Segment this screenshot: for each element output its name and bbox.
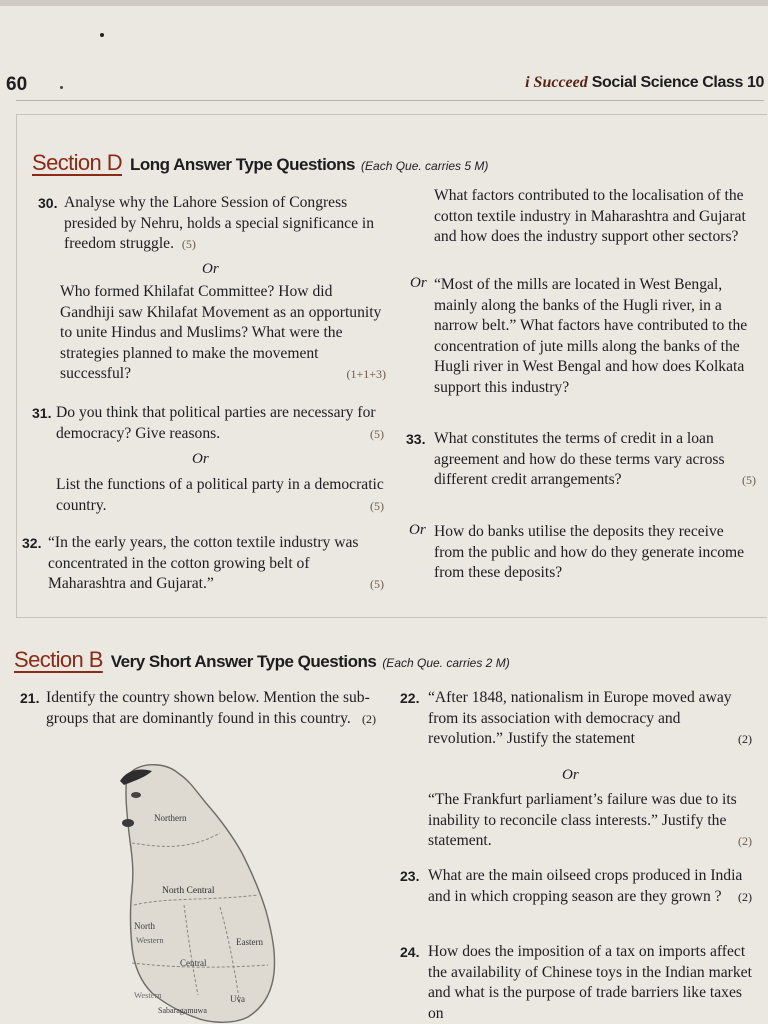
island-mark <box>122 819 134 827</box>
question-marks: (2) <box>738 834 752 848</box>
question-33 <box>406 429 758 491</box>
question-text: Who formed Khilafat Committee? How did Gandhiji saw Khilafat Movement as an opportunity to unite Hindus and Muslims? What were the strategies planned to make the movement successful? <box>60 283 382 382</box>
question-text: What factors contributed to the localisation of the cotton textile industry in Maharashtra and Gujarat and how does the industry support other sectors? <box>434 187 746 245</box>
question-text: “Most of the mills are located in West Bengal, mainly along the banks of the Hugli river, in a narrow belt.” What factors have contributed to the concentration of jute mills along the banks of the Hugli river in West Bengal and how does Kolkata support this industry? <box>434 276 748 396</box>
question-number: 30. <box>38 195 58 211</box>
region-label-north-central: North Central <box>162 886 215 896</box>
page-number: 60 <box>6 74 28 95</box>
question-22 <box>400 688 752 750</box>
question-text: List the functions of a political party in a democratic country. <box>56 476 384 514</box>
question-marks: (5) <box>370 498 384 513</box>
region-label-northern: Northern <box>154 813 187 823</box>
question-marks: (5) <box>742 473 756 487</box>
question-number: 33. <box>406 431 426 447</box>
section-title: Long Answer Type Questions <box>129 155 356 174</box>
or-label: Or <box>409 522 426 538</box>
question-text: Identify the country shown below. Mention the sub-groups that are dominantly found in this country. <box>46 689 370 727</box>
or-label: Or <box>192 451 209 467</box>
header-rule <box>16 100 764 101</box>
region-label-uva: Uva <box>230 994 245 1004</box>
question-number: 22. <box>400 690 420 706</box>
section-note: (Each Que. carries 2 M) <box>382 656 510 670</box>
question-text: Do you think that political parties are necessary for democracy? Give reasons. <box>56 404 376 442</box>
region-label-north-western: Western <box>136 935 164 945</box>
island-mark <box>131 792 141 798</box>
question-31-alternative <box>56 475 384 516</box>
or-label: Or <box>202 261 219 277</box>
brand-title: Social Science Class 10 <box>591 74 764 91</box>
question-32-alternative <box>434 275 754 398</box>
region-label-sabaragamuwa: Sabaragamuwa <box>158 1006 207 1015</box>
question-22-alternative <box>428 790 752 852</box>
region-label-western: Western <box>134 990 162 1000</box>
question-30-alternative <box>60 282 386 385</box>
question-23 <box>400 866 752 907</box>
brand-prefix: i Succeed <box>525 74 588 91</box>
question-marks: (5) <box>370 577 384 591</box>
sri-lanka-map <box>108 755 308 1023</box>
question-text: Analyse why the Lahore Session of Congress presided by Nehru, holds a special significance in freedom struggle. <box>64 194 375 252</box>
section-b-heading <box>14 647 510 673</box>
ink-dot <box>100 33 104 37</box>
section-label: Section B <box>14 647 103 672</box>
question-text: What are the main oilseed crops produced in India and in which cropping season are they grown ? <box>428 867 743 905</box>
question-number: 21. <box>20 690 40 706</box>
question-marks: (2) <box>738 732 752 746</box>
question-marks: (2) <box>738 889 752 904</box>
section-note: (Each Que. carries 5 M) <box>361 159 489 173</box>
top-edge <box>0 0 768 6</box>
question-number: 24. <box>400 944 420 960</box>
section-title: Very Short Answer Type Questions <box>110 652 377 671</box>
question-marks: (5) <box>370 426 384 441</box>
region-label-eastern: Eastern <box>236 937 263 947</box>
question-text: “The Frankfurt parliament’s failure was due to its inability to reconcile class interests.” Justify the statement. <box>428 791 737 849</box>
question-31 <box>32 403 384 444</box>
question-text: How do banks utilise the deposits they receive from the public and how do they generate income from these deposits? <box>434 523 745 581</box>
question-text: What constitutes the terms of credit in a loan agreement and how do these terms vary across different credit arrangements? <box>434 430 725 488</box>
section-d-heading <box>32 150 488 176</box>
question-text: “In the early years, the cotton textile industry was concentrated in the cotton growing belt of Maharashtra and Gujarat.” <box>48 534 359 592</box>
question-21 <box>20 688 376 729</box>
question-text: How does the imposition of a tax on imports affect the availability of Chinese toys in the Indian market and what is the purpose of trade barriers like taxes on <box>428 943 752 1022</box>
question-number: 32. <box>22 535 42 551</box>
question-number: 31. <box>32 405 52 421</box>
question-24 <box>400 942 752 1024</box>
ink-dot <box>60 86 63 89</box>
question-text: “After 1848, nationalism in Europe moved away from its association with democracy and revolution.” Justify the statement <box>428 689 732 747</box>
question-marks: (5) <box>181 237 196 251</box>
question-33-alternative <box>434 522 756 584</box>
question-number: 23. <box>400 868 420 884</box>
question-32 <box>22 533 384 595</box>
or-label: Or <box>410 275 427 291</box>
question-marks: (2) <box>362 711 376 726</box>
region-label-central: Central <box>180 958 207 968</box>
region-label-north-western: North <box>134 921 155 931</box>
or-label: Or <box>562 767 579 783</box>
question-30 <box>38 193 386 255</box>
question-32-continuation <box>434 186 754 248</box>
question-marks: (1+1+3) <box>346 367 386 381</box>
running-header <box>525 74 764 92</box>
section-label: Section D <box>32 150 122 175</box>
